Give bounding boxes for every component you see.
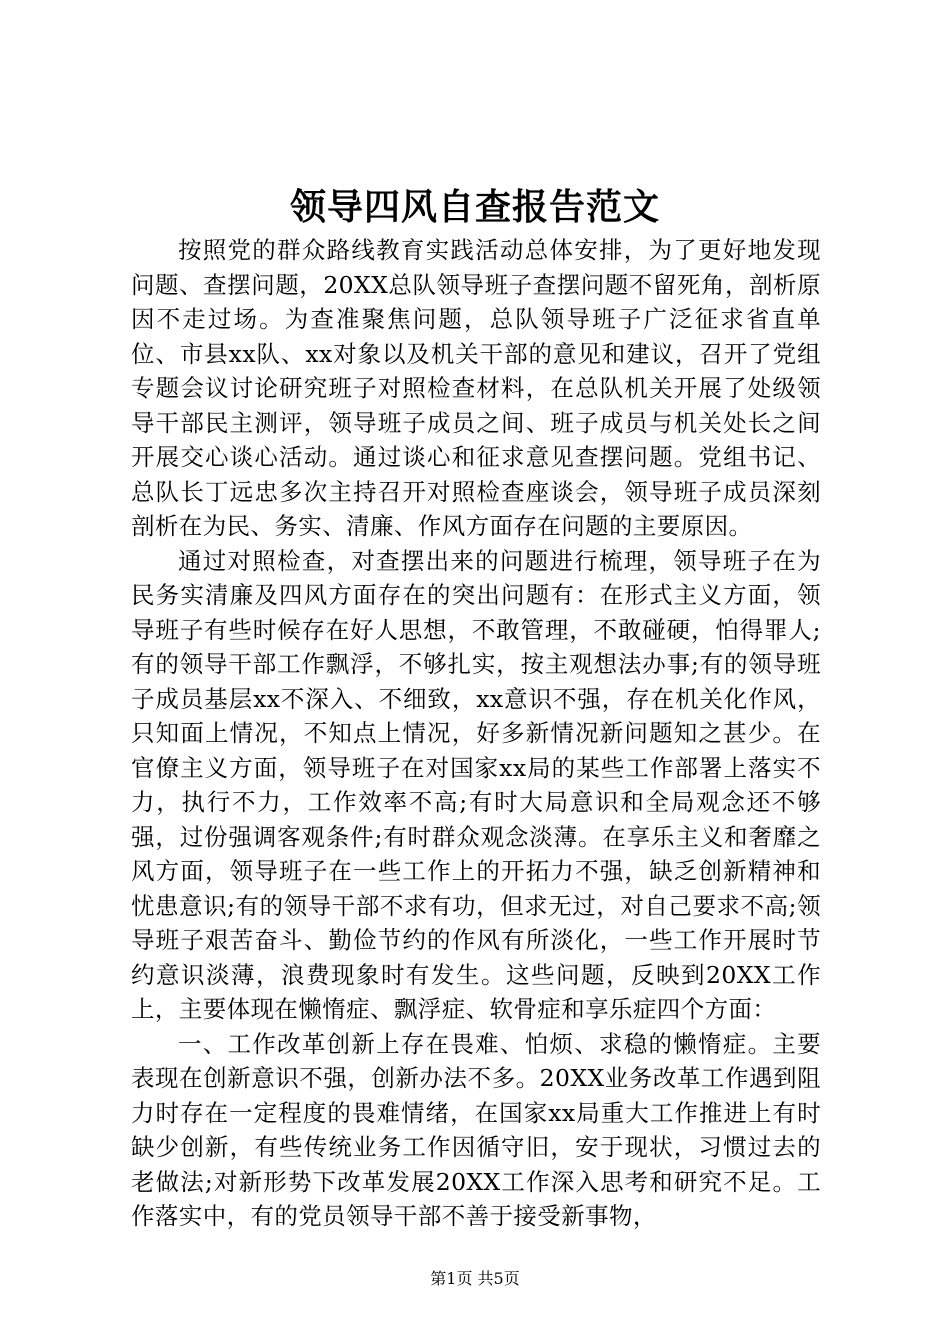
paragraph-3: 一、工作改革创新上存在畏难、怕烦、求稳的懒惰症。主要表现在创新意识不强，创新办法不多。20XX业务改革工作遇到阻力时存在一定程度的畏难情绪，在国家xx局重大工作推进上有时缺少创新，有些传统业务工作因循守旧，安于现状，习惯过去的老做法;对新形势下改革发展20XX工作深入思考和研究不足。工作落实中，有的党员领导干部不善于接受新事物， xyxy=(131,1029,821,1230)
paragraph-2: 通过对照检查，对查摆出来的问题进行梳理，领导班子在为民务实清廉及四风方面存在的突出问题有：在形式主义方面，领导班子有些时候存在好人思想，不敢管理，不敢碰硬，怕得罪人;有的领导干部工作飘浮，不够扎实，按主观想法办事;有的领导班子成员基层xx不深入、不细致，xx意识不强，存在机关化作风，只知面上情况，不知点上情况，好多新情况新问题知之甚少。在官僚主义方面，领导班子在对国家xx局的某些工作部署上落实不力，执行不力，工作效率不高;有时大局意识和全局观念还不够强，过份强调客观条件;有时群众观念淡薄。在享乐主义和奢靡之风方面，领导班子在一些工作上的开拓力不强，缺乏创新精神和忧患意识;有的领导干部不求有功，但求无过，对自己要求不高;领导班子艰苦奋斗、勤俭节约的作风有所淡化，一些工作开展时节约意识淡薄，浪费现象时有发生。这些问题，反映到20XX工作上，主要体现在懒惰症、飘浮症、软骨症和享乐症四个方面： xyxy=(131,546,821,1023)
paragraph-1: 按照党的群众路线教育实践活动总体安排，为了更好地发现问题、查摆问题，20XX总队领导班子查摆问题不留死角，剖析原因不走过场。为查准聚焦问题，总队领导班子广泛征求省直单位、市县xx队、xx对象以及机关干部的意见和建议，召开了党组专题会议讨论研究班子对照检查材料，在总队机关开展了处级领导干部民主测评，领导班子成员之间、班子成员与机关处长之间开展交心谈心活动。通过谈心和征求意见查摆问题。党组书记、总队长丁远忠多次主持召开对照检查座谈会，领导班子成员深刻剖析在为民、务实、清廉、作风方面存在问题的主要原因。 xyxy=(131,236,821,540)
document-body xyxy=(131,233,821,1234)
document-title: 领导四风自查报告范文 xyxy=(289,186,660,228)
page-footer: 第1页 共5页 xyxy=(430,1269,520,1288)
